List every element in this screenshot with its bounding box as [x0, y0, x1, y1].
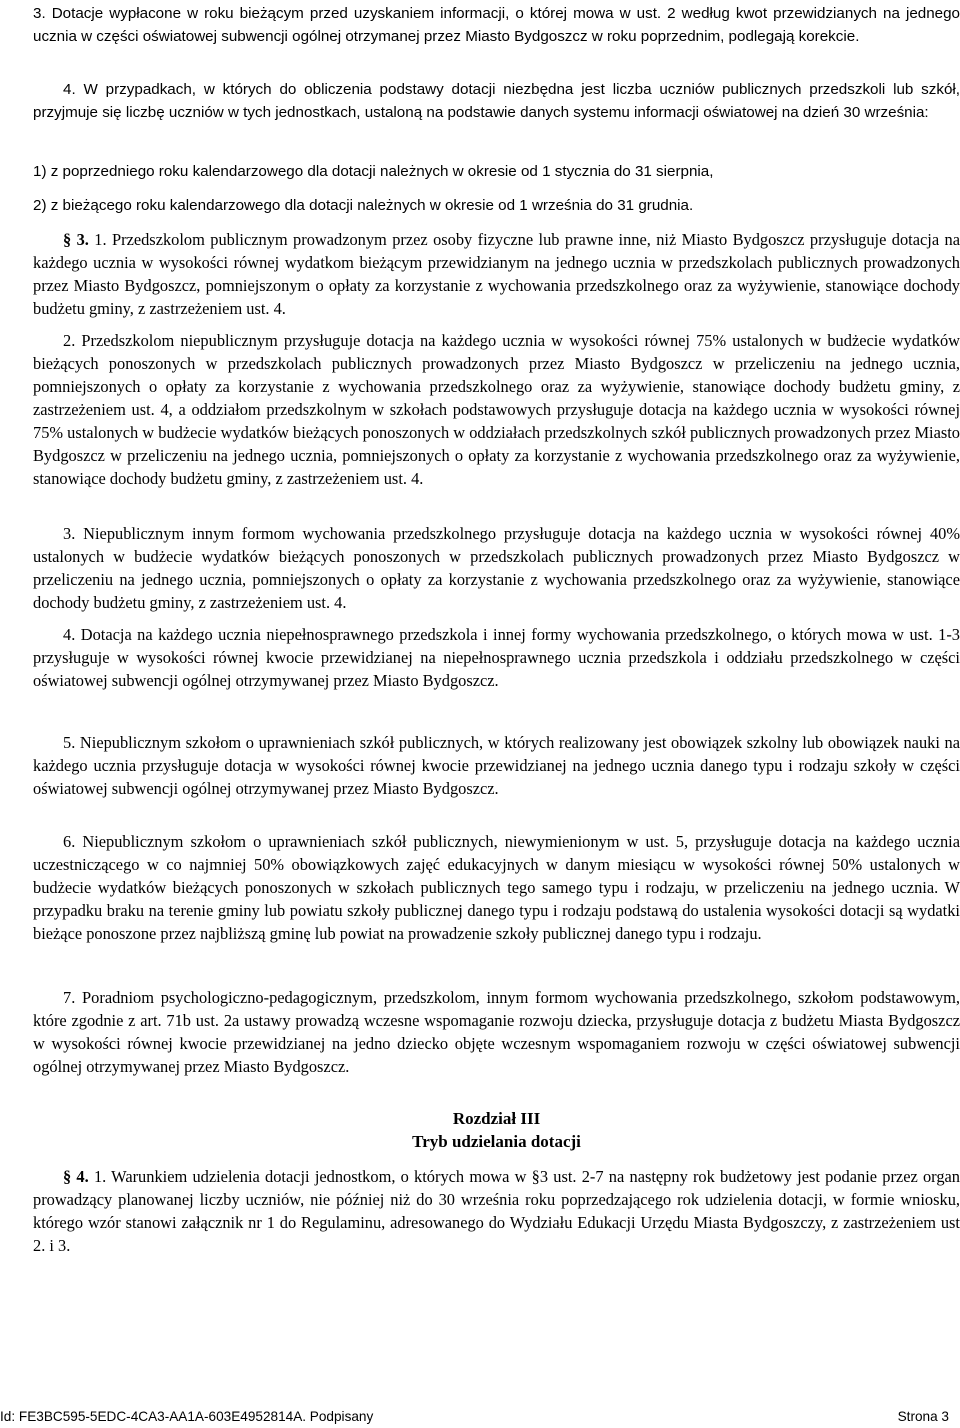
list-item-2: 2) z bieżącego roku kalendarzowego dla dotacji należnych w okresie od 1 września do 31 grudnia.	[33, 197, 694, 214]
chapter-subtitle: Tryb udzielania dotacji	[412, 1132, 581, 1151]
paragraph-par3-item-6: 6. Niepublicznym szkołom o uprawnieniach szkół publicznych, niewymienionym w ust. 5, przysługuje dotacja na każdego ucznia uczestniczącego w co najmniej 50% obowiązkowych zajęć edukacyjnych w danym miesiącu w wysokości równej 50% ustalonych w budżecie wydatków bieżących ponoszonych w szkołach publicznych tego samego typu i rodzaju, w przeliczeniu na jednego ucznia. W przypadku braku na terenie gminy lub powiatu szkoły publicznej danego typu i rodzaju podstawą do ustalenia wysokości dotacji są wydatki bieżące ponoszone przez najbliższą gminę lub powiat na prowadzenie szkoły publicznej danego typu i rodzaju.	[33, 832, 960, 943]
paragraph-par3-item-3: 3. Niepublicznym innym formom wychowania przedszkolnego przysługuje dotacja na każdego ucznia w wysokości równej 40% ustalonych w budżecie wydatków bieżących ponoszonych w przedszkolach publicznych prowadzonych przez Miasto Bydgoszcz w przeliczeniu na jednego ucznia, pomniejszonych o opłaty za korzystanie z wychowania przedszkolnego oraz za wyżywienie, stanowiące dochody budżetu gminy, z zastrzeżeniem ust. 4.	[33, 524, 960, 612]
paragraph-section-3-item-3: 3. Dotacje wypłacone w roku bieżącym przed uzyskaniem informacji, o której mowa w ust. 2 według kwot przewidzianych na jednego ucznia w części oświatowej subwencji ogólnej otrzymanej przez Miasto Bydgoszcz w roku poprzednim, podlegają korekcie.	[33, 5, 960, 45]
chapter-title: Rozdział III	[452, 1109, 541, 1128]
paragraph-par3-item-1	[33, 228, 960, 320]
paragraph-par4-item-1	[33, 1165, 960, 1257]
par4-marker: § 4.	[63, 1167, 89, 1186]
page-number: Strona 3	[897, 1409, 949, 1424]
paragraph-par3-item-5: 5. Niepublicznym szkołom o uprawnieniach szkół publicznych, w których realizowany jest obowiązek szkolny lub obowiązek nauki na każdego ucznia przysługuje dotacja w wysokości równej kwocie przewidzianej na jednego ucznia danego typu i rodzaju szkoły w części oświatowej subwencji ogólnej otrzymywanej przez Miasto Bydgoszcz.	[33, 733, 960, 798]
list-item-1: 1) z poprzedniego roku kalendarzowego dla dotacji należnych w okresie od 1 stycznia do 31 sierpnia,	[33, 163, 714, 180]
par3-marker: § 3.	[63, 230, 89, 249]
page-footer	[0, 1407, 960, 1428]
paragraph-par3-item-2: 2. Przedszkolom niepublicznym przysługuje dotacja na każdego ucznia w wysokości równej 75% ustalonych w budżecie wydatków bieżących ponoszonych w przedszkolach publicznych prowadzonych przez Miasto Bydgoszcz w przeliczeniu na jednego ucznia, pomniejszonych o opłaty za korzystanie z wychowania przedszkolnego oraz za wyżywienie, stanowiące dochody budżetu gminy, z zastrzeżeniem ust. 4, a oddziałom przedszkolnym w szkołach podstawowych przysługuje dotacja na każdego ucznia w wysokości równej 75% ustalonych w budżecie wydatków bieżących ponoszonych w oddziałach przedszkolnych szkół publicznych prowadzonych przez Miasto Bydgoszcz w przeliczeniu na jednego ucznia, pomniejszonych o opłaty za korzystanie z wychowania przedszkolnego oraz za wyżywienie, stanowiące dochody budżetu gminy, z zastrzeżeniem ust. 4.	[33, 331, 960, 488]
paragraph-section-3-item-4: 4. W przypadkach, w których do obliczenia podstawy dotacji niezbędna jest liczba uczniów publicznych przedszkoli lub szkół, przyjmuje się liczbę uczniów w tych jednostkach, ustaloną na podstawie danych systemu informacji oświatowej na dzień 30 września:	[33, 81, 960, 121]
document-id-signature: Id: FE3BC595-5EDC-4CA3-AA1A-603E4952814A. Podpisany	[0, 1409, 374, 1424]
par4-item-1-text: 1. Warunkiem udzielenia dotacji jednostkom, o których mowa w §3 ust. 2-7 na następny rok budżetowy jest podanie przez organ prowadzący planowanej liczby uczniów, nie później niż do 30 września roku poprzedzającego rok udzielenia dotacji, w formie wniosku, którego wzór stanowi załącznik nr 1 do Regulaminu, adresowanego do Wydziału Edukacji Urzędu Miasta Bydgoszczy, z zastrzeżeniem ust 2. i 3.	[33, 1167, 960, 1255]
par3-item-1-text: 1. Przedszkolom publicznym prowadzonym przez osoby fizyczne lub prawne inne, niż Miasto Bydgoszcz przysługuje dotacja na każdego ucznia w wysokości równej wydatkom bieżącym przewidzianym na jednego ucznia w przedszkolach publicznych prowadzonych przez Miasto Bydgoszcz, pomniejszonym o opłaty za korzystanie z wychowania przedszkolnego oraz za wyżywienie, stanowiące dochody budżetu gminy, z zastrzeżeniem ust. 4.	[33, 230, 960, 318]
paragraph-par3-item-7: 7. Poradniom psychologiczno-pedagogicznym, przedszkolom, innym formom wychowania przedszkolnego, szkołom podstawowym, które zgodnie z art. 71b ust. 2a ustawy prowadzą wczesne wspomaganie rozwoju dziecka, przysługuje dotacja z budżetu Miasta Bydgoszcz w wysokości równej kwocie przewidzianej na jedno dziecko objęte wczesnym wspomaganiem rozwoju w części oświatowej subwencji ogólnej otrzymywanej przez Miasto Bydgoszcz.	[33, 988, 960, 1076]
paragraph-par3-item-4: 4. Dotacja na każdego ucznia niepełnosprawnego przedszkola i innej formy wychowania przedszkolnego, o których mowa w ust. 1-3 przysługuje w wysokości równej kwocie przewidzianej na niepełnosprawnego ucznia przedszkola i oddziału przedszkolnego w części oświatowej subwencji ogólnej otrzymywanej przez Miasto Bydgoszcz.	[33, 625, 960, 690]
